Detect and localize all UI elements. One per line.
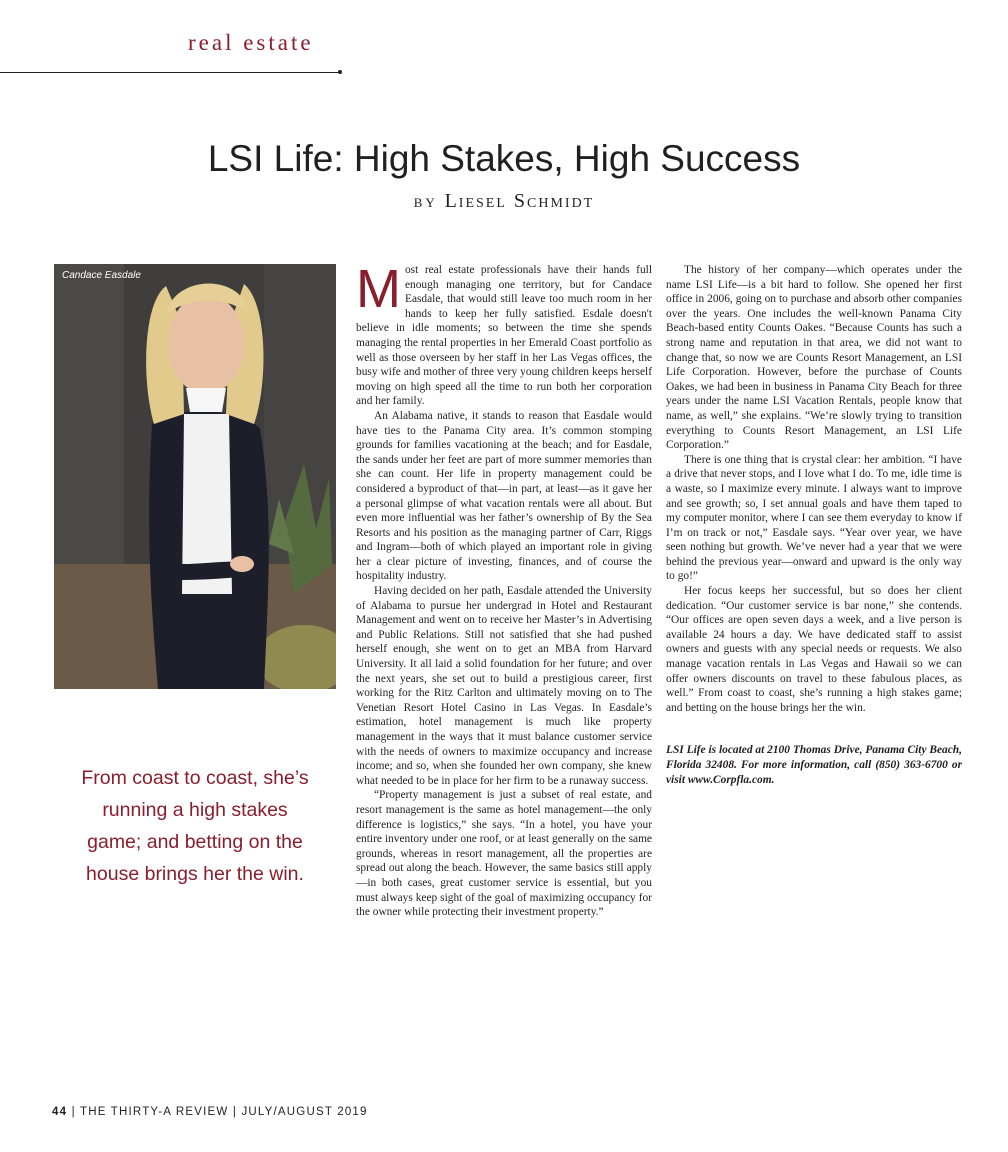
page-number: 44	[52, 1106, 68, 1118]
drop-cap: M	[356, 259, 401, 319]
paragraph: Her focus keeps her successful, but so does her client dedication. “Our customer service is bar none,” she contends. “Our offices are open seven days a week, and a live person is available 24 hours a day. We have dedicated staff to assist owners and guests with any special needs or requests. We also manage vacation rentals in Las Vegas and Hawaii so we can offer owners discounts on travel to these fabulous places, as well.” From coast to coast, she’s running a high stakes game; and betting on the house brings her the win.	[666, 585, 962, 714]
paragraph: The history of her company—which operates under the name LSI Life—is a bit hard to follow. She opened her first office in 2006, going on to purchase and absorb other companies over the years. One includes the well-known Panama City Beach-based entity Counts Oakes. “Because Counts has such a strong name and reputation in that area, we did not want to change that, so now we are Counts Resort Management, an LSI Life Corporation. However, before the purchase of Counts Oakes, we had been in business in Panama City Beach for three years under the name LSI Vacation Rentals, people know that name, as well,” she explains. “We’re slowly trying to transition everything to Counts Resort Management, an LSI Life Corporation.”	[666, 264, 962, 452]
footer-separator: |	[71, 1106, 76, 1118]
portrait-photo	[54, 264, 336, 689]
issue-date: JULY/AUGUST 2019	[241, 1106, 368, 1118]
article-column-2	[666, 263, 962, 787]
article-headline: LSI Life: High Stakes, High Success	[207, 138, 801, 179]
paragraph-text: ost real estate professionals have their hands full enough managing one territory, but for Candace Easdale, that would still leave too much room in her hands to keep her fully satisfied. Esdale doesn't believe in idle moments; so between the time she spends managing the rental properties in her Emerald Coast portfolio as well as those overseen by her staff in her Las Vegas offices, the busy wife and mother of three very young children keeps herself moving on high speed all the time to run both her corporation and her family.	[356, 264, 652, 408]
footer-separator: |	[232, 1106, 238, 1118]
paragraph: An Alabama native, it stands to reason that Easdale would have ties to the Panama City area. It’s common stomping grounds for families vacationing at the beach; and for Easdale, the sands under her feet are part of more summer memories than she can count. Her life in property management could be considered a byproduct of that—in part, at least—as it gave her a personal glimpse of what vacation rentals were all about. But even more influential was her father’s ownership of By the Sea Resorts and his position as the managing partner of Carr, Riggs and Ingram—both of which played an important role in giving her a clear picture of investing, finances, and of course the hospitality industry.	[356, 409, 652, 583]
article-column-1	[356, 259, 652, 920]
paragraph: Having decided on her path, Easdale attended the University of Alabama to pursue her undergrad in Hotel and Restaurant Management and went on to receive her Master’s in Advertising and Public Relations. Still not satisfied that she had pushed herself enough, she went on to get an MBA from Harvard University. It all laid a solid foundation for her future; and over the next years, she set out to build a prestigious career, first working for the Ritz Carlton and ultimately moving on to The Venetian Resort Hotel Casino in Las Vegas. In Easdale’s estimation, hotel management is much like property management in the ways that it must balance customer service with the needs of owners to maximize occupancy and increase income; and so, when she founded her own company, she knew what needed to be in place for her firm to be a runaway success.	[356, 585, 652, 787]
section-label: real estate	[188, 30, 314, 55]
byline	[0, 190, 1008, 213]
paragraph: There is one thing that is crystal clear: her ambition. “I have a drive that never stops, and I love what I do. To me, idle time is a waste, so I maximize every minute. I always want to improve and see growth; so, I set annual goals and have them taped to my computer monitor, where I can see them everyday to know if I’m on track or not,” Easdale says. “Year over year, we have seen nothing but growth. We’ve never had a year that we were behind the previous year—onward and upward is the only way to go!”	[666, 453, 962, 583]
section-divider	[0, 72, 340, 73]
byline-prefix: BY	[413, 195, 438, 210]
pull-quote: From coast to coast, she’s running a high stakes game; and betting on the house brings her the win.	[81, 767, 309, 885]
photo-caption: Candace Easdale	[62, 270, 141, 281]
page-footer	[52, 1106, 368, 1118]
paragraph: “Property management is just a subset of real estate, and resort management is the same as hotel management—the only difference is logistics,” she says. “In a hotel, you have your entire inventory under one roof, or at least generally on the same grounds, whereas in resort management, all the properties are spread out along the beach. However, the same basics still apply—in both cases, great customer service is essential, but you must always keep sight of the goal of maximizing occupancy for the owner while protecting their investment property.”	[356, 789, 652, 919]
section-divider-dot	[338, 70, 342, 74]
contact-credit: LSI Life is located at 2100 Thomas Drive, Panama City Beach, Florida 32408. For more information, call (850) 363-6700 or visit www.Corpfla.com.	[666, 744, 962, 786]
portrait-illustration	[54, 264, 336, 689]
paragraph	[356, 259, 652, 409]
publication-name: THE THIRTY-A REVIEW	[79, 1106, 229, 1118]
byline-author: Liesel Schmidt	[444, 190, 595, 212]
